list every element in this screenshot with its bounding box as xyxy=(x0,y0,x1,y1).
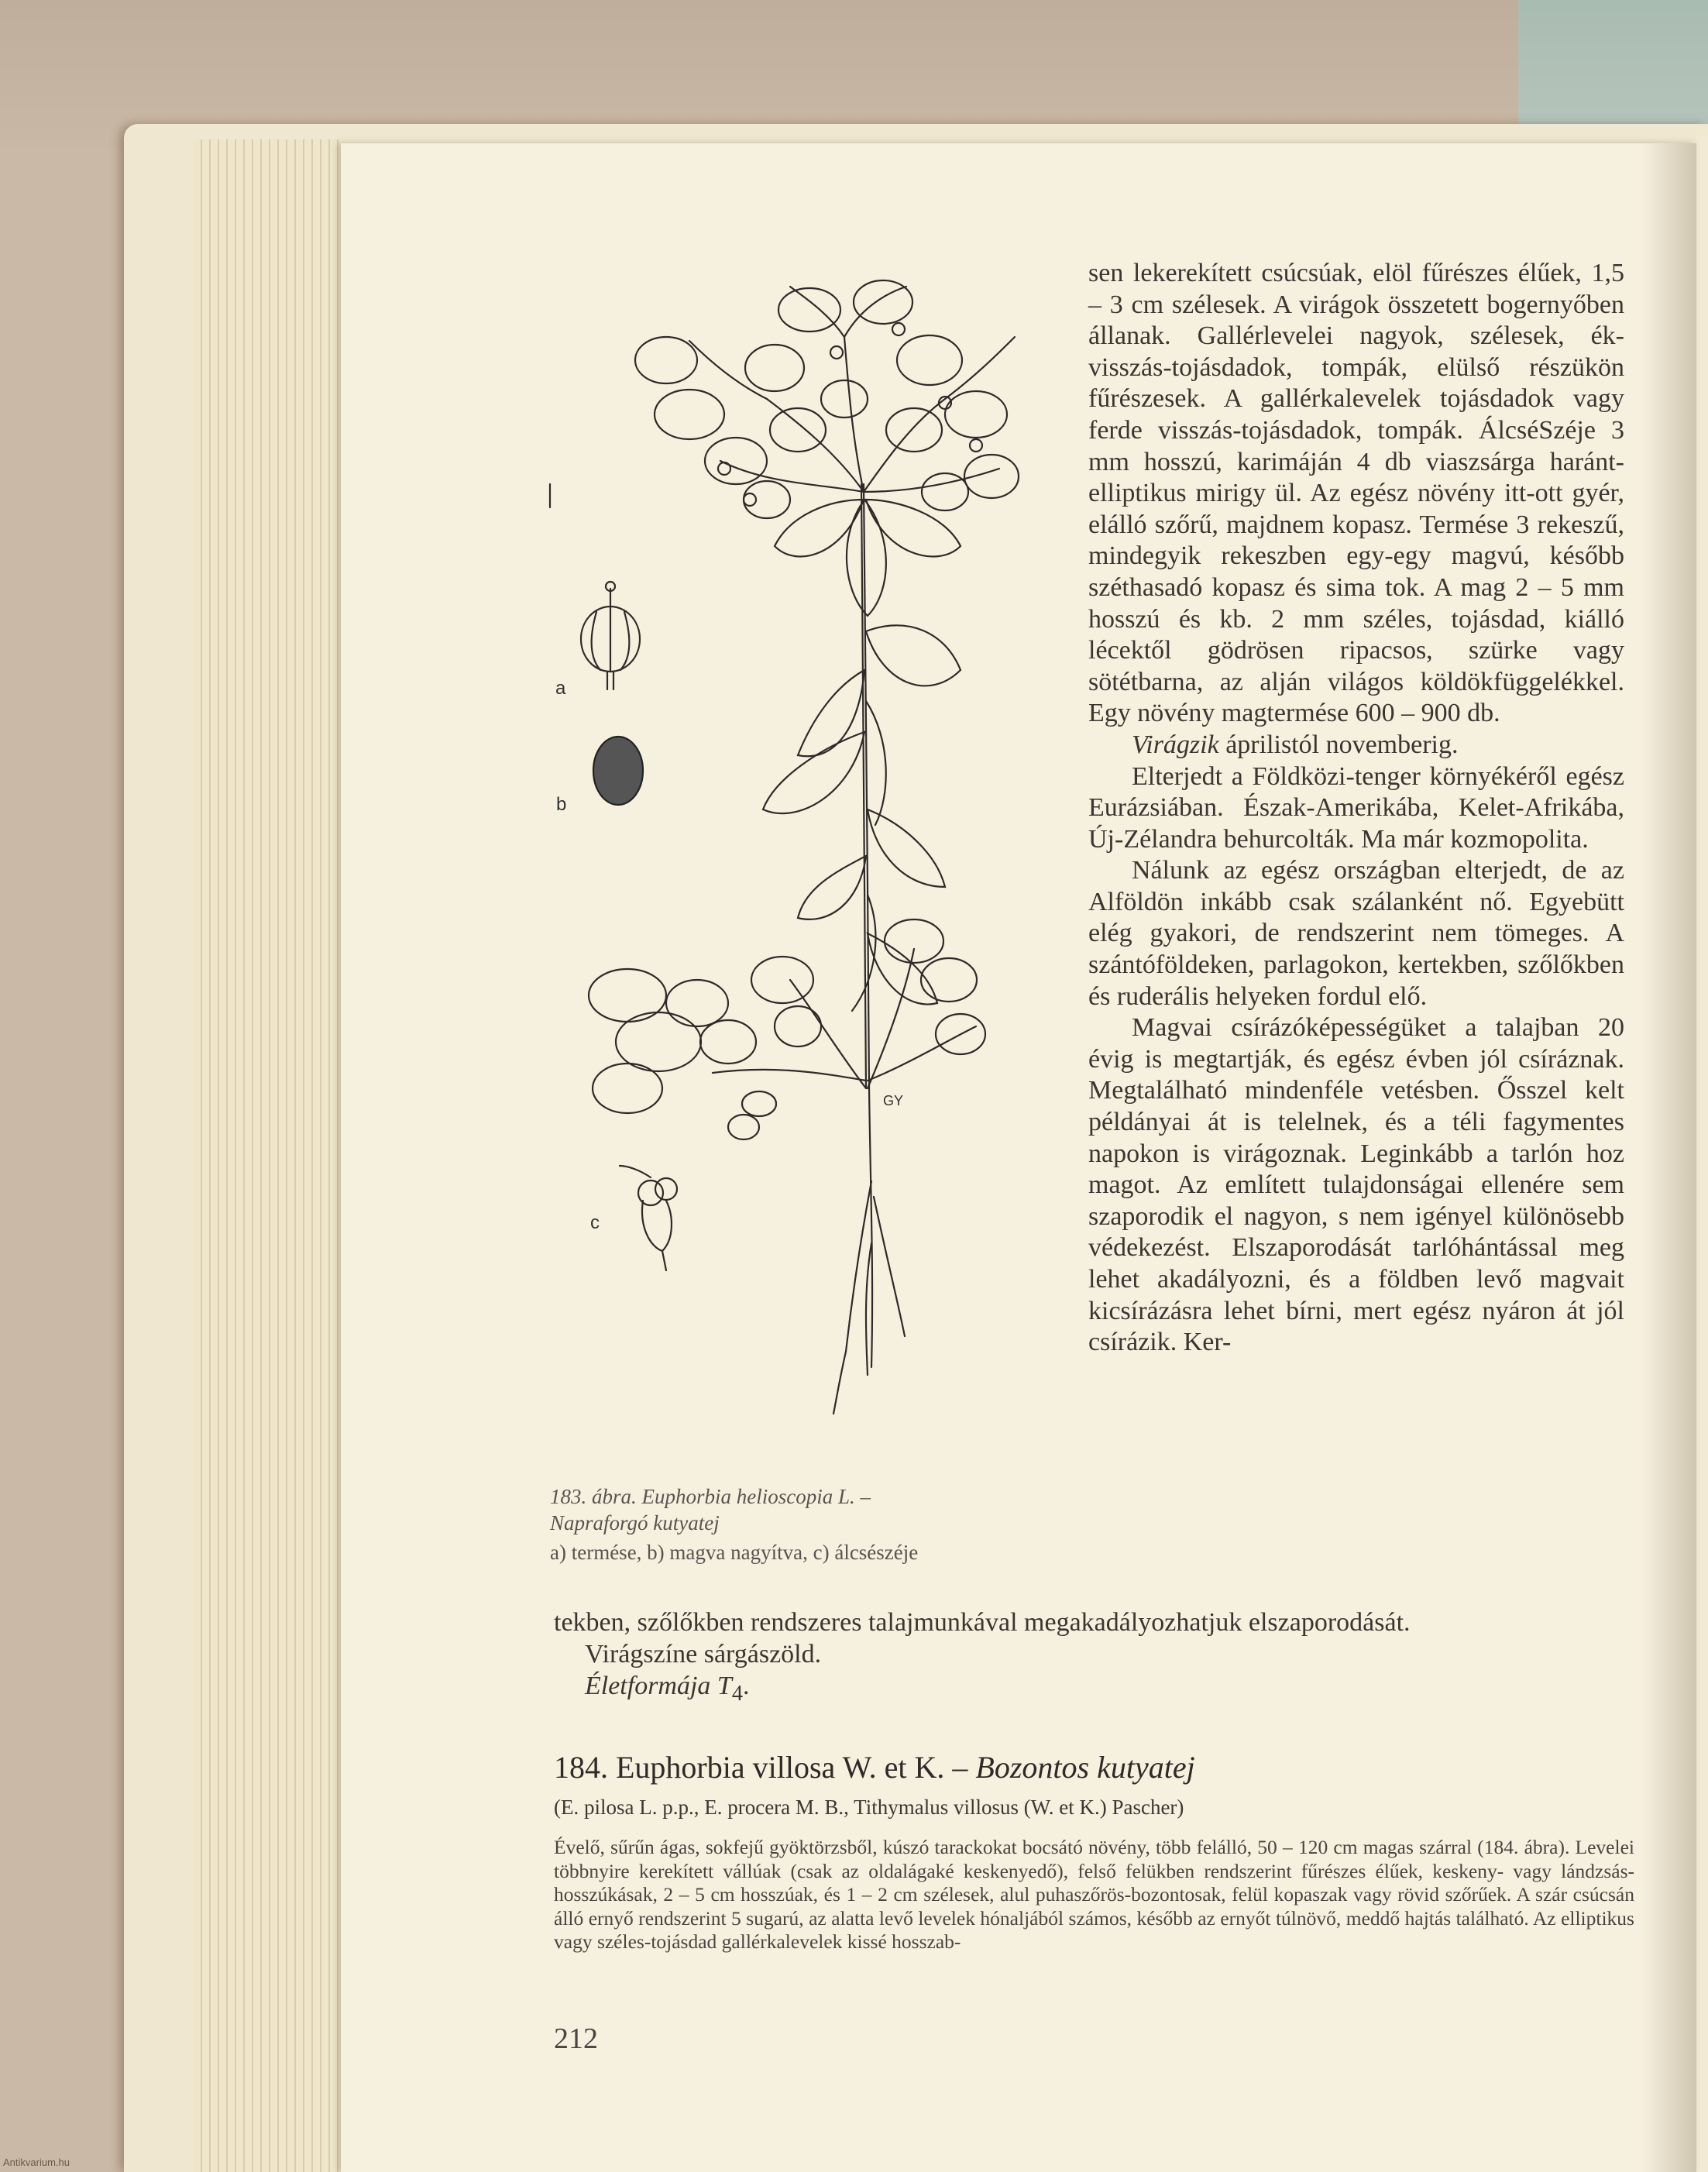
illustrator-signature: GY xyxy=(883,1093,904,1108)
life-form-tail: . xyxy=(743,1672,750,1700)
caption-line xyxy=(550,1483,1061,1510)
facing-page xyxy=(1696,136,1708,2172)
species-common-name: Bozontos kutyatej xyxy=(975,1750,1195,1785)
caption-line: a) termése, b) magva nagyítva, c) álcsészéje xyxy=(550,1541,919,1564)
right-column-text xyxy=(1088,258,1624,1359)
species-description: Évelő, sűrűn ágas, sokfejű gyöktörzsből, kúszó tarackokat bocsátó növény, több felálló, 50 – 120 cm magas szárral (184. ábra). Levelei többnyire kerekített vállúak (csak az oldalágaké keskenyedő), felső felükben rendszerint fűrészes élűek, keskeny- vagy lándzsás-hosszúkásak, 2 – 5 cm hosszúak, és 1 – 2 cm szélesek, alul puhaszőrös-bozontosak, felül kopaszak vagy rövid szőrűek. A szár csúcsán álló ernyő rendszerint 5 sugarú, az alatta levő levelek hónaljából számos, később az ernyőt túlnövő, meddő hajtás található. Az elliptikus vagy széles-tojásdad gallérkalevelek kissé hosszab- xyxy=(554,1836,1634,1953)
page-edges xyxy=(194,139,341,2172)
paragraph: Magvai csírázóképességüket a talajban 20 évig is megtartják, és egész évben jól csíráznak. Megtalálható mindenféle vetésben. Ősszel kelt példányai át is telelnek, és a téli fagymentes napokon is virágoznak. Leginkább a tarlón hoz magot. Az említett tulajdonságai ellenére sem szaporodik el nagyon, s nem igényel különösebb védekezést. Elszaporodását tarlóhántással meg lehet akadályozni, és a földben levő magvait kicsírázásra lehet bírni, mert egész nyáron át jól csírázik. Ker- xyxy=(1088,1013,1624,1357)
species-name: Euphorbia villosa xyxy=(616,1750,836,1785)
figure-caption xyxy=(550,1483,1061,1565)
page-number: 212 xyxy=(554,2023,598,2055)
paragraph-end: tekben, szőlőkben rendszeres talajmunkával megakadályozhatjuk elszaporodását. xyxy=(554,1608,1411,1637)
spine-shadow xyxy=(1642,143,1696,2172)
life-form xyxy=(554,1671,1654,1710)
species-number: 184. xyxy=(554,1750,608,1785)
flower-color: Virágszíne sárgászöld. xyxy=(585,1640,822,1669)
figure-label-b: b xyxy=(556,794,567,815)
paragraph: Nálunk az egész országban elterjedt, de az Alföldön inkább csak szálanként nő. Egyebütt elég gyakori, de rendszerint nem tömeges. A szántóföldeken, parlagokon, kertekben, szőlőkben és ruderális helyeken fordul elő. xyxy=(1088,856,1624,1011)
watermark: Antikvarium.hu xyxy=(3,2157,70,2168)
paragraph: sen lekerekített csúcsúak, elöl fűrészes élűek, 1,5 – 3 cm szélesek. A virágok összetett bogernyőben állanak. Gallérlevelei nagyok, szélesek, ék-visszás-tojásdadok, tompák, elülső részükön fűrészesek. A gallérkalevelek tojásdadok vagy ferde visszás-tojásdadok, tompák. ÁlcséSzéje 3 mm hosszú, karimáján 4 db viaszsárga haránt-elliptikus mirigy ül. Az egész növény itt-ott gyér, elálló szőrű, majdnem kopasz. Termése 3 rekeszű, mindegyik rekeszben egy-egy magvú, később széthasadó kopasz és sima tok. A mag 2 – 5 mm hosszú és kb. 2 mm széles, tojásdad, kiálló lécektől gödrösen ripacsos, szürke vagy sötétbarna, az alján világos köldökfüggelékkel. Egy növény magtermése 600 – 900 db. xyxy=(1088,259,1624,728)
plant-illustration xyxy=(542,267,1069,1476)
life-form-sub: 4 xyxy=(731,1681,744,1706)
figure-label-c: c xyxy=(590,1212,600,1233)
paragraph xyxy=(1088,730,1624,761)
caption-line xyxy=(550,1510,1061,1536)
species-author: W. et K. xyxy=(842,1750,945,1785)
flowering-text: áprilistól novemberig. xyxy=(1225,730,1459,759)
life-form-label: Életformája T xyxy=(585,1672,732,1700)
synonyms: (E. pilosa L. p.p., E. procera M. B., Tithymalus villosus (W. et K.) Pascher) xyxy=(554,1796,1184,1819)
flowering-label: Virágzik xyxy=(1132,730,1219,759)
heading-dash: – xyxy=(952,1750,968,1785)
paragraph: Elterjedt a Földközi-tenger környékéről egész Eurázsiában. Észak-Amerikába, Kelet-Afrikába, Új-Zélandra behurcolták. Ma már kozmopolita. xyxy=(1088,761,1624,854)
caption-title: 183. ábra. Euphorbia helioscopia L. – xyxy=(550,1485,871,1508)
figure-label-a: a xyxy=(555,678,566,699)
caption-common-name: Napraforgó kutyatej xyxy=(550,1511,720,1534)
species-heading xyxy=(554,1749,1195,1785)
